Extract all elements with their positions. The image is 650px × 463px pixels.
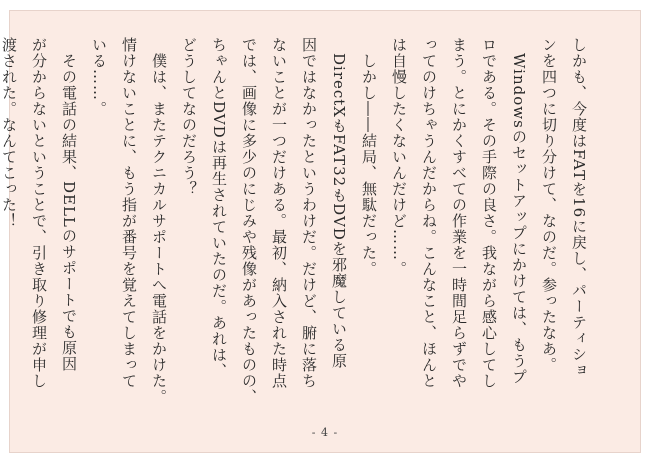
text-line: が分からないということで、引き取り修理が申し <box>30 37 48 389</box>
text-line: しかし――結局、無駄だった。 <box>360 37 378 277</box>
text-line: しかも、今度はFATを16に戻し、パーティショ <box>570 37 588 379</box>
text-line: いる……。 <box>90 37 108 117</box>
text-line: 僕は、またテクニカルサポートへ電話をかけた。 <box>150 37 168 405</box>
text-line: ってのけちゃうんだからね。こんなこと、ほんと <box>420 37 438 389</box>
text-line: その電話の結果、DELLのサポートでも原因 <box>60 37 78 372</box>
vertical-body-text <box>0 37 594 405</box>
text-line: 情けないことに、もう指が番号を覚えてしまって <box>120 37 138 389</box>
text-line: まう。とにかくすべての作業を一時間足らずでや <box>450 37 468 389</box>
text-line: は自慢したくないんだけど……。 <box>390 37 408 277</box>
text-line: では、画像に多少のにじみや残像があったものの、 <box>240 37 258 405</box>
text-line: Windowsのセットアップにかけては、もうプ <box>510 37 528 385</box>
book-page <box>0 10 641 453</box>
text-line: ちゃんとDVDは再生されていたのだ。あれは、 <box>210 37 228 379</box>
text-line: ンを四つに切り分けて、なのだ。参ったなあ。 <box>540 37 558 373</box>
text-line: 因ではなかったというわけだ。だけど、腑に落ち <box>300 37 318 389</box>
text-line: どうしてなのだろう？ <box>180 37 198 197</box>
text-line: ロである。その手際の良さ。我ながら感心してし <box>480 37 498 389</box>
text-line: ないことが一つだけある。最初、納入された時点 <box>270 37 288 389</box>
page-number: - 4 - <box>311 426 339 439</box>
text-line: DirectXもFAT32もDVDを邪魔している原 <box>330 37 348 369</box>
text-line: 渡された。なんてこった！ <box>0 37 18 229</box>
